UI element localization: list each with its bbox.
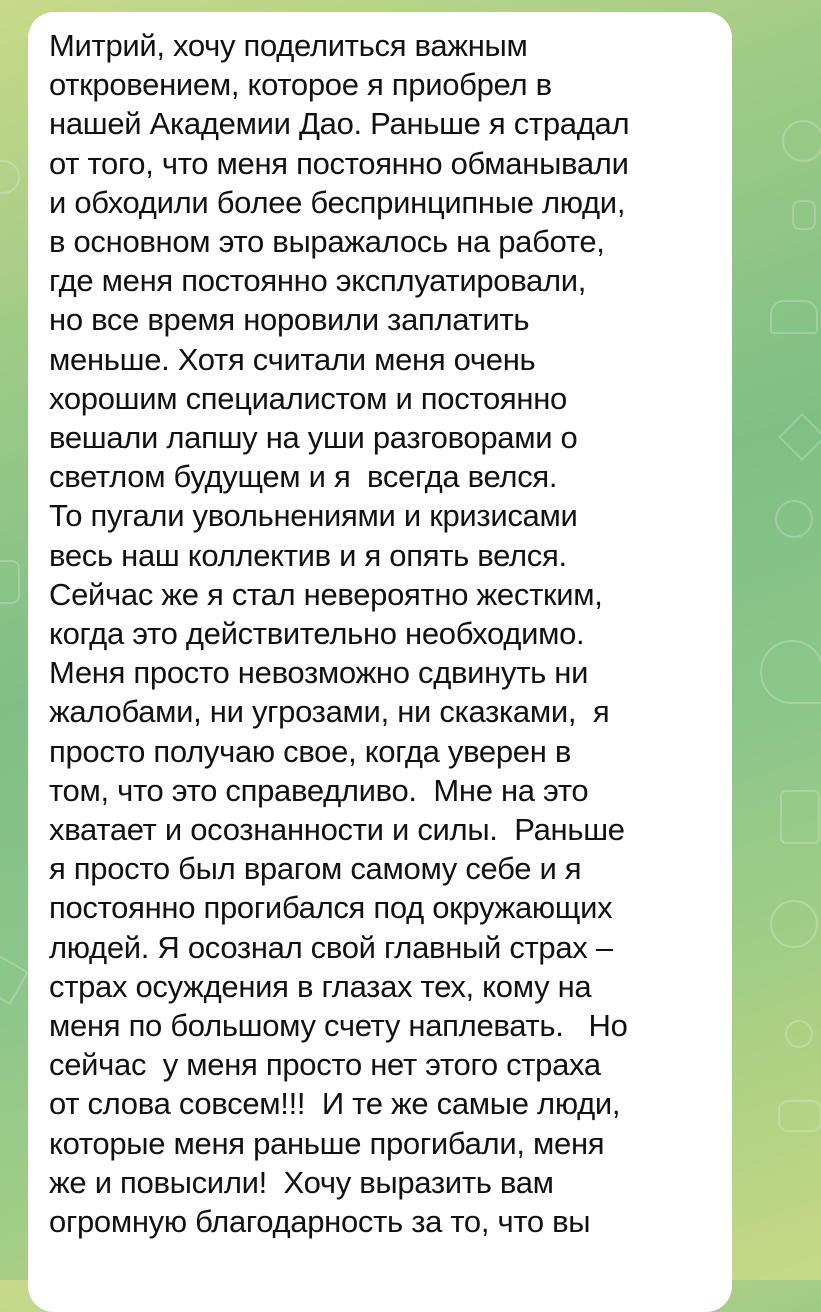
wallpaper-doodle-icon bbox=[778, 413, 821, 461]
message-line: нашей Академии Дао. Раньше я страдал bbox=[49, 106, 630, 142]
message-text bbox=[49, 26, 739, 1241]
wallpaper-doodle-icon bbox=[0, 560, 20, 604]
wallpaper-doodle-icon bbox=[785, 1020, 813, 1048]
message-line: которые меня раньше прогибали, меня bbox=[49, 1125, 605, 1161]
wallpaper-doodle-icon bbox=[760, 640, 821, 704]
message-line: но все время норовили заплатить bbox=[49, 302, 530, 338]
message-line: То пугали увольнениями и кризисами bbox=[49, 498, 578, 534]
message-line: людей. Я осознал свой главный страх – bbox=[49, 929, 613, 965]
wallpaper-doodle-icon bbox=[770, 300, 818, 334]
message-line: Меня просто невозможно сдвинуть ни bbox=[49, 655, 589, 691]
message-line: Митрий, хочу поделиться важным bbox=[49, 28, 528, 63]
wallpaper-doodle-icon bbox=[782, 120, 821, 162]
wallpaper-doodle-icon bbox=[0, 953, 29, 1005]
wallpaper-doodle-icon bbox=[770, 900, 818, 948]
message-line: же и повысили! Хочу выразить вам bbox=[49, 1164, 554, 1200]
message-line: постоянно прогибался под окружающих bbox=[49, 890, 613, 926]
message-line: сейчас у меня просто нет этого страха bbox=[49, 1047, 601, 1083]
message-line: огромную благодарность за то, что вы bbox=[49, 1204, 591, 1240]
message-line: том, что это справедливо. Мне на это bbox=[49, 772, 589, 808]
wallpaper-doodle-icon bbox=[792, 200, 816, 230]
wallpaper-doodle-icon bbox=[775, 500, 813, 538]
wallpaper-doodle-icon bbox=[780, 790, 820, 844]
message-line: откровением, которое я приобрел в bbox=[49, 67, 552, 103]
message-line: меньше. Хотя считали меня очень bbox=[49, 341, 536, 377]
message-line: меня по большому счету наплевать. Но bbox=[49, 1008, 628, 1044]
message-line: просто получаю свое, когда уверен в bbox=[49, 733, 572, 769]
message-line: Сейчас же я стал невероятно жестким, bbox=[49, 576, 603, 612]
message-line: хорошим специалистом и постоянно bbox=[49, 380, 567, 416]
wallpaper-doodle-icon bbox=[0, 160, 20, 194]
message-line: хватает и осознанности и силы. Раньше bbox=[49, 812, 625, 848]
message-line: весь наш коллектив и я опять велся. bbox=[49, 537, 567, 573]
message-line: жалобами, ни угрозами, ни сказками, я bbox=[49, 694, 610, 730]
message-line: и обходили более беспринципные люди, bbox=[49, 184, 626, 220]
message-line: где меня постоянно эксплуатировали, bbox=[49, 263, 587, 299]
wallpaper-doodle-icon bbox=[778, 1100, 821, 1132]
message-line: когда это действительно необходимо. bbox=[49, 616, 585, 652]
message-line: в основном это выражалось на работе, bbox=[49, 224, 605, 260]
message-line: от слова совсем!!! И те же самые люди, bbox=[49, 1086, 621, 1122]
message-line: вешали лапшу на уши разговорами о bbox=[49, 420, 578, 456]
message-line: страх осуждения в глазах тех, кому на bbox=[49, 968, 592, 1004]
message-line: от того, что меня постоянно обманывали bbox=[49, 145, 629, 181]
message-line: я просто был врагом самому себе и я bbox=[49, 851, 582, 887]
message-line: светлом будущем и я всегда велся. bbox=[49, 459, 558, 495]
